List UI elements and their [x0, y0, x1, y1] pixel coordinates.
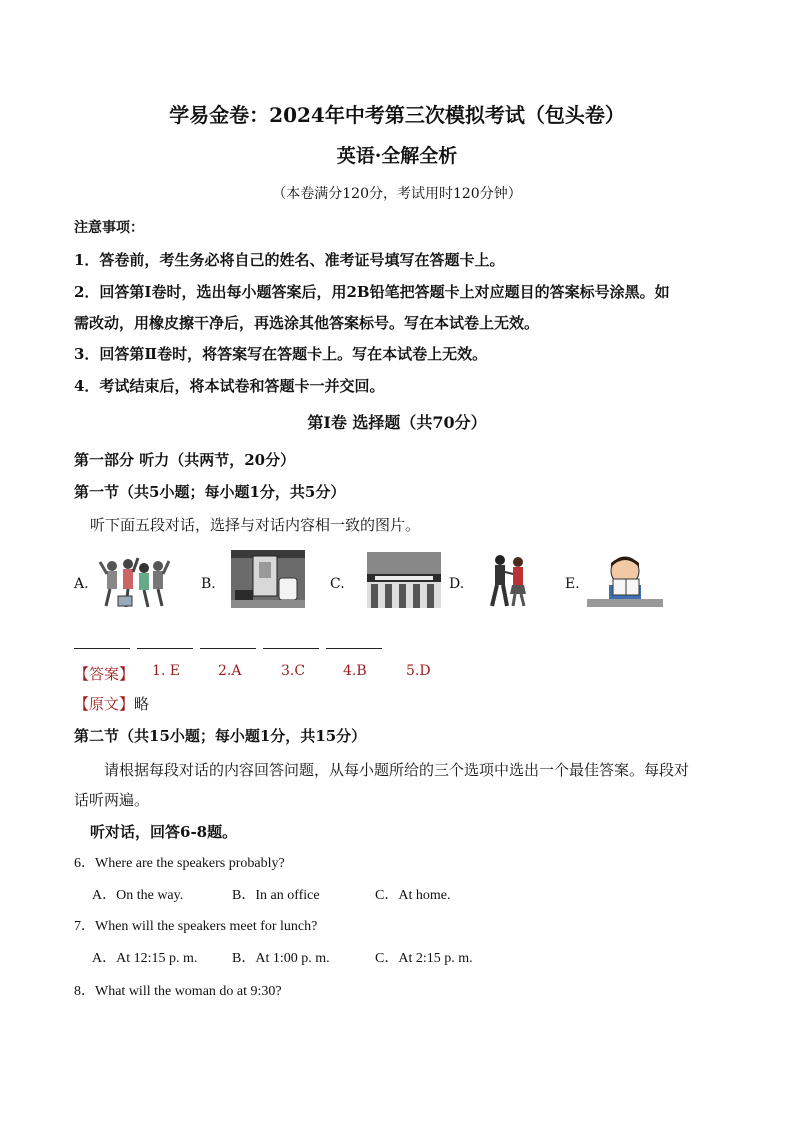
q6-option-b[interactable]: B．In an office: [232, 888, 320, 903]
pic-label-d: D.: [449, 576, 465, 592]
part-one-heading: 第一部分 听力（共两节，20分）: [74, 451, 296, 469]
book-and-cup-icon: [231, 550, 305, 608]
section-one-heading: 第一节（共5小题；每小题1分，共5分）: [74, 483, 346, 501]
answer-5: 5.D: [406, 663, 431, 679]
students-cheering-icon: [98, 552, 170, 610]
q6-option-a[interactable]: A．On the way.: [92, 888, 184, 903]
notice-item-3: 3．回答第Ⅱ卷时，将答案写在答题卡上。写在本试卷上无效。: [74, 345, 488, 363]
pic-label-c: C.: [330, 576, 345, 592]
original-value: 略: [134, 695, 150, 713]
notice-item-2-cont: 需改动，用橡皮擦干净后，再选涂其他答案标号。写在本试卷上无效。: [74, 314, 540, 332]
notice-heading: 注意事项：: [74, 220, 144, 236]
answer-3: 3.C: [281, 663, 306, 679]
pic-label-a: A.: [74, 576, 89, 592]
question-8: 8．What will the woman do at 9:30?: [74, 984, 282, 999]
section-two-instruction: 请根据每段对话的内容回答问题，从每小题所给的三个选项中选出一个最佳答案。每段对: [104, 761, 690, 779]
original-label: 【原文】: [74, 695, 135, 713]
section-title: 第Ⅰ卷 选择题（共70分）: [307, 413, 487, 432]
notice-item-4: 4．考试结束后，将本试卷和答题卡一并交回。: [74, 377, 385, 395]
answer-blank-1[interactable]: [74, 648, 130, 649]
listening-instruction: 听下面五段对话，选择与对话内容相一致的图片。: [90, 516, 421, 534]
pic-label-b: B.: [201, 576, 216, 592]
answer-blank-4[interactable]: [263, 648, 319, 649]
q6-option-c[interactable]: C．At home.: [375, 888, 451, 903]
score-note: （本卷满分120分，考试用时120分钟）: [272, 186, 522, 202]
answer-label: 【答案】: [74, 665, 135, 683]
section-two-instruction-cont: 话听两遍。: [74, 791, 150, 809]
question-6: 6．Where are the speakers probably?: [74, 856, 285, 871]
notice-item-2: 2．回答第Ⅰ卷时，选出每小题答案后，用2B铅笔把答题卡上对应题目的答案标号涂黑。如: [74, 283, 670, 301]
question-7: 7．When will the speakers meet for lunch?: [74, 919, 318, 934]
pic-label-e: E.: [565, 576, 580, 592]
notice-item-1: 1．答卷前，考生务必将自己的姓名、准考证号填写在答题卡上。: [74, 251, 505, 269]
answer-1: 1. E: [152, 663, 181, 679]
dialogue-group-heading: 听对话，回答6-8题。: [90, 823, 238, 841]
q7-option-a[interactable]: A．At 12:15 p. m.: [92, 951, 198, 966]
boy-reading-icon: [587, 551, 663, 607]
answer-blank-2[interactable]: [137, 648, 193, 649]
couple-walking-icon: [474, 548, 546, 610]
bank-of-china-building-icon: [367, 552, 441, 608]
section-two-heading: 第二节（共15小题；每小题1分，共15分）: [74, 727, 367, 745]
answer-2: 2.A: [218, 663, 242, 679]
q7-option-c[interactable]: C．At 2:15 p. m.: [375, 951, 473, 966]
answer-blank-3[interactable]: [200, 648, 256, 649]
answer-4: 4.B: [343, 663, 367, 679]
original-text-row: [74, 694, 149, 714]
page-title: 学易金卷：2024年中考第三次模拟考试（包头卷）: [169, 103, 625, 127]
q7-option-b[interactable]: B．At 1:00 p. m.: [232, 951, 330, 966]
answer-blank-5[interactable]: [326, 648, 382, 649]
page-subtitle: 英语·全解全析: [336, 145, 458, 167]
